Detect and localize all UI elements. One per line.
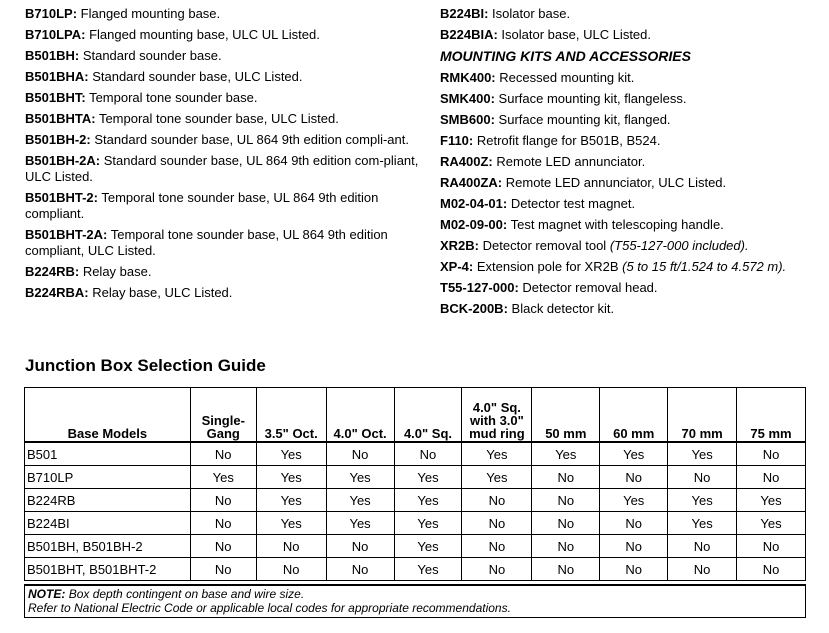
table-cell: Yes [256,512,326,535]
table-cell: Yes [462,466,532,489]
table-cell: No [737,535,806,558]
list-item [25,227,420,259]
list-item [25,6,420,22]
item-code: F110: [440,133,474,148]
item-note: (5 to 15 ft/1.524 to 4.572 m). [622,259,787,274]
item-description: Detector removal head. [522,280,658,295]
column-header: 4.0" Oct. [326,388,394,443]
table-cell: Yes [668,489,737,512]
table-cell: Yes [532,442,600,466]
table-row [25,558,806,581]
item-code: B710LP: [25,6,78,21]
item-code: M02-09-00: [440,217,508,232]
table-cell: Yes [394,535,462,558]
list-item [25,27,420,43]
mounting-kits-list [440,70,825,317]
column-header: 4.0" Sq. with 3.0" mud ring [462,388,532,443]
item-code: RA400ZA: [440,175,503,190]
table-cell: No [532,489,600,512]
list-item [440,27,825,43]
table-cell: Yes [394,489,462,512]
item-description: Black detector kit. [511,301,615,316]
table-cell: Yes [462,442,532,466]
table-cell: No [190,535,256,558]
item-code: B501BHTA: [25,111,96,126]
item-description: Recessed mounting kit. [499,70,635,85]
table-cell: No [532,558,600,581]
table-cell: Yes [737,512,806,535]
item-code: XP-4: [440,259,474,274]
item-description: Temporal tone sounder base, ULC Listed. [98,111,339,126]
list-item [440,112,825,128]
table-cell: Yes [326,466,394,489]
table-row [25,535,806,558]
table-cell: Yes [668,442,737,466]
item-code: B501BHT: [25,90,86,105]
column-header: 3.5" Oct. [256,388,326,443]
item-description: Flanged mounting base. [80,6,221,21]
item-code: XR2B: [440,238,480,253]
item-description: Surface mounting kit, flangeless. [498,91,687,106]
table-cell: Yes [737,489,806,512]
column-header: 60 mm [600,388,668,443]
list-item [440,6,825,22]
table-cell: Yes [326,512,394,535]
list-item [440,280,825,296]
column-header: Single-Gang [190,388,256,443]
item-code: B501BHT-2: [25,190,98,205]
item-code: B710LPA: [25,27,86,42]
item-code: B501BHA: [25,69,89,84]
table-cell: No [737,442,806,466]
base-model-cell: B501BHT, B501BHT-2 [25,558,191,581]
table-cell: No [737,466,806,489]
item-code: B501BH: [25,48,80,63]
left-column [25,6,420,306]
table-cell: Yes [256,466,326,489]
item-description: Remote LED annunciator. [496,154,646,169]
item-description: Detector test magnet. [510,196,636,211]
item-code: SMB600: [440,112,495,127]
list-item [440,259,825,275]
item-description: Isolator base. [492,6,571,21]
table-cell: No [532,466,600,489]
item-note: (T55-127-000 included). [609,238,749,253]
item-description: Relay base, ULC Listed. [92,285,233,300]
item-description: Surface mounting kit, flanged. [498,112,671,127]
table-cell: No [600,535,668,558]
item-description: Temporal tone sounder base, UL 864 9th edition compliant. [25,190,379,221]
item-code: B224RB: [25,264,80,279]
table-cell: No [600,466,668,489]
list-item [25,90,420,106]
table-cell: Yes [256,489,326,512]
table-cell: No [326,558,394,581]
table-cell: Yes [394,558,462,581]
base-model-cell: B501 [25,442,191,466]
base-model-cell: B224BI [25,512,191,535]
table-cell: Yes [394,512,462,535]
isolator-base-list [440,6,825,43]
table-cell: No [190,489,256,512]
item-description: Remote LED annunciator, ULC Listed. [505,175,727,190]
column-header: 50 mm [532,388,600,443]
table-footnote [24,584,806,618]
table-cell: Yes [600,489,668,512]
table-cell: No [737,558,806,581]
item-description: Standard sounder base, UL 864 9th edition compli-ant. [94,132,409,147]
item-description: Test magnet with telescoping handle. [510,217,724,232]
base-model-cell: B224RB [25,489,191,512]
item-code: B224BI: [440,6,489,21]
table-cell: No [462,489,532,512]
table-cell: Yes [668,512,737,535]
list-item [25,285,420,301]
item-code: B501BH-2: [25,132,91,147]
item-description: Temporal tone sounder base, UL 864 9th edition compliant, ULC Listed. [25,227,388,258]
list-item [25,111,420,127]
item-code: M02-04-01: [440,196,508,211]
table-cell: No [668,558,737,581]
table-cell: No [600,558,668,581]
item-code: RA400Z: [440,154,493,169]
table-cell: No [532,512,600,535]
item-code: B224RBA: [25,285,89,300]
item-description: Detector removal tool [482,238,607,253]
table-cell: No [256,558,326,581]
list-item [440,70,825,86]
table-header-row [25,388,806,443]
table-title: Junction Box Selection Guide [25,356,266,375]
item-code: T55-127-000: [440,280,519,295]
table-cell: Yes [600,442,668,466]
table-cell: No [668,466,737,489]
table-cell: No [600,512,668,535]
item-description: Flanged mounting base, ULC UL Listed. [89,27,320,42]
item-description: Standard sounder base. [82,48,222,63]
item-description: Extension pole for XR2B [476,259,619,274]
item-code: B501BH-2A: [25,153,101,168]
table-cell: No [668,535,737,558]
table-row [25,512,806,535]
item-description: Relay base. [82,264,152,279]
note-label: NOTE: [28,587,66,601]
table-cell: No [190,442,256,466]
item-description: Standard sounder base, UL 864 9th edition com-pliant, ULC Listed. [25,153,419,184]
table-cell: No [462,535,532,558]
table-cell: No [462,512,532,535]
junction-box-table [24,387,806,581]
table-cell: No [462,558,532,581]
list-item [25,190,420,222]
list-item [25,69,420,85]
table-cell: No [326,442,394,466]
item-code: B501BHT-2A: [25,227,108,242]
list-item [25,153,420,185]
item-description: Temporal tone sounder base. [89,90,258,105]
table-row [25,489,806,512]
table-cell: No [256,535,326,558]
base-model-cell: B501BH, B501BH-2 [25,535,191,558]
list-item [440,196,825,212]
table-cell: Yes [326,489,394,512]
item-code: BCK-200B: [440,301,508,316]
table-cell: No [326,535,394,558]
column-header: 4.0" Sq. [394,388,462,443]
table-cell: Yes [190,466,256,489]
item-description: Isolator base, ULC Listed. [501,27,651,42]
table-row [25,466,806,489]
table-cell: Yes [256,442,326,466]
table-cell: No [190,512,256,535]
item-code: B224BIA: [440,27,498,42]
right-column [440,6,825,322]
note-line-2: Refer to National Electric Code or applicable local codes for appropriate recommendations. [28,601,511,615]
table-cell: No [532,535,600,558]
list-item [25,48,420,64]
base-model-cell: B710LP [25,466,191,489]
mounting-kits-heading: MOUNTING KITS AND ACCESSORIES [440,48,691,64]
table-cell: No [190,558,256,581]
list-item [25,264,420,280]
table-cell: No [394,442,462,466]
column-header: 70 mm [668,388,737,443]
list-item [440,238,825,254]
list-item [25,132,420,148]
item-description: Retrofit flange for B501B, B524. [476,133,661,148]
column-header: Base Models [25,388,191,443]
list-item [440,217,825,233]
column-header: 75 mm [737,388,806,443]
list-item [440,301,825,317]
item-code: SMK400: [440,91,495,106]
item-code: RMK400: [440,70,496,85]
item-description: Standard sounder base, ULC Listed. [92,69,303,84]
list-item [440,154,825,170]
list-item [440,91,825,107]
table-cell: Yes [394,466,462,489]
note-line-1: Box depth contingent on base and wire size. [68,587,305,601]
list-item [440,175,825,191]
list-item [440,133,825,149]
table-row [25,442,806,466]
